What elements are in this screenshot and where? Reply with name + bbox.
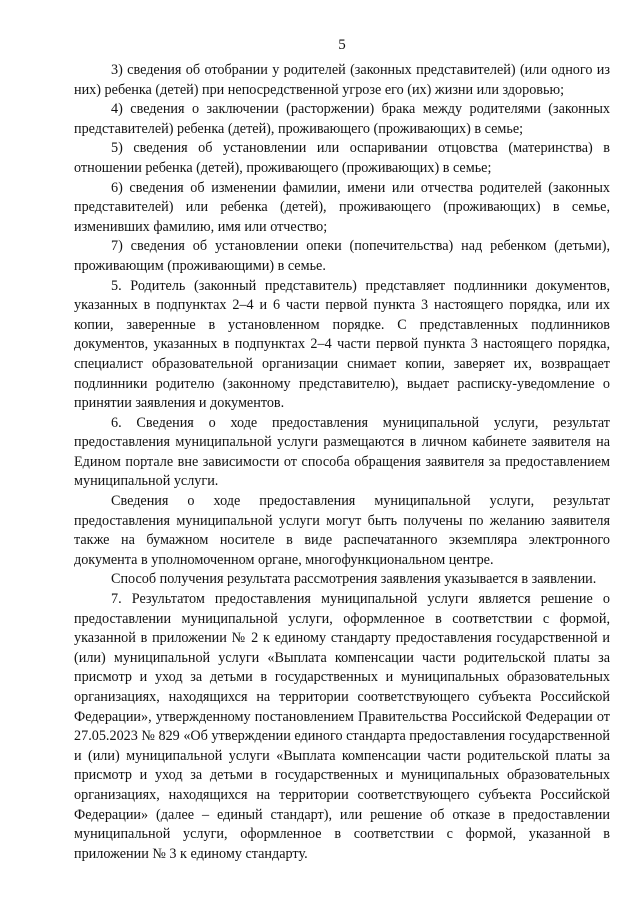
paragraph-item-5: 5) сведения об установлении или оспаривании отцовства (материнства) в отношении ребенка (детей), проживающего (проживающих) в семье;: [74, 140, 610, 176]
paragraph-section-6: 6. Сведения о ходе предоставления муниципальной услуги, результат предоставления муниципальной услуги размещаются в личном кабинете заявителя на Едином портале вне зависимости от способа обращения заявителя за предоставлением муниципальной услуги.: [74, 414, 610, 490]
paragraph-section-7: 7. Результатом предоставления муниципальной услуги является решение о предоставлении муниципальной услуги, оформленное в соответствии с формой, указанной в приложении № 2 к единому стандарту предоставления государственной и (или) муниципальной услуги «Выплата компенсации части родительской платы за присмотр и уход за детьми в государственных и муниципальных образовательных организациях, находящихся на территории соответствующего субъекта Российской Федерации», утвержденному постановлением Правительства Российской Федерации от 27.05.2023 № 829 «Об утверждении единого стандарта предоставления государственной и (или) муниципальной услуги «Выплата компенсации части родительской платы за присмотр и уход за детьми в государственных и муниципальных образовательных организациях, находящихся на территории соответствующего субъекта Российской Федерации» (далее – единый стандарт), или решение об отказе в предоставлении муниципальной услуги, оформленное в соответствии с формой, указанной в приложении № 3 к единому стандарту.: [74, 591, 610, 862]
paragraph-item-6: 6) сведения об изменении фамилии, имени или отчества родителей (законных представителей) или ребенка (детей), проживающего (проживающих) в семье, изменивших фамилию, имя или отчество;: [74, 179, 610, 235]
paragraph-item-4: 4) сведения о заключении (расторжении) брака между родителями (законных представителей) ребенка (детей), проживающего (проживающих) в семье;: [74, 101, 610, 137]
page-number: 5: [338, 37, 346, 53]
paragraph-item-7: 7) сведения об установлении опеки (попечительства) над ребенком (детьми), проживающим (проживающими) в семье.: [74, 238, 610, 274]
document-page: [74, 36, 610, 864]
paragraph-section-6-method: Способ получения результата рассмотрения заявления указывается в заявлении.: [111, 571, 597, 588]
paragraph-item-3: 3) сведения об отобрании у родителей (законных представителей) (или одного из них) ребенка (детей) при непосредственной угрозе его (их) жизни или здоровью;: [74, 62, 610, 98]
paragraph-section-5: 5. Родитель (законный представитель) представляет подлинники документов, указанных в подпунктах 2–4 и 6 части первой пункта 3 настоящего порядка, или их копии, заверенные в установленном порядке. С представленных подлинников документов, указанных в подпунктах 2–4 части первой пункта 3 настоящего порядка, специалист образовательной организации снимает копии, заверяет их, возвращает подлинники родителю (законному представителю), выдает расписку-уведомление о принятии заявления и документов.: [74, 277, 610, 412]
paragraph-section-6-results: Сведения о ходе предоставления муниципальной услуги, результат предоставления муниципальной услуги могут быть получены по желанию заявителя также на бумажном носителе в виде распечатанного экземпляра электронного документа в уполномоченном органе, многофункциональном центре.: [74, 493, 610, 568]
